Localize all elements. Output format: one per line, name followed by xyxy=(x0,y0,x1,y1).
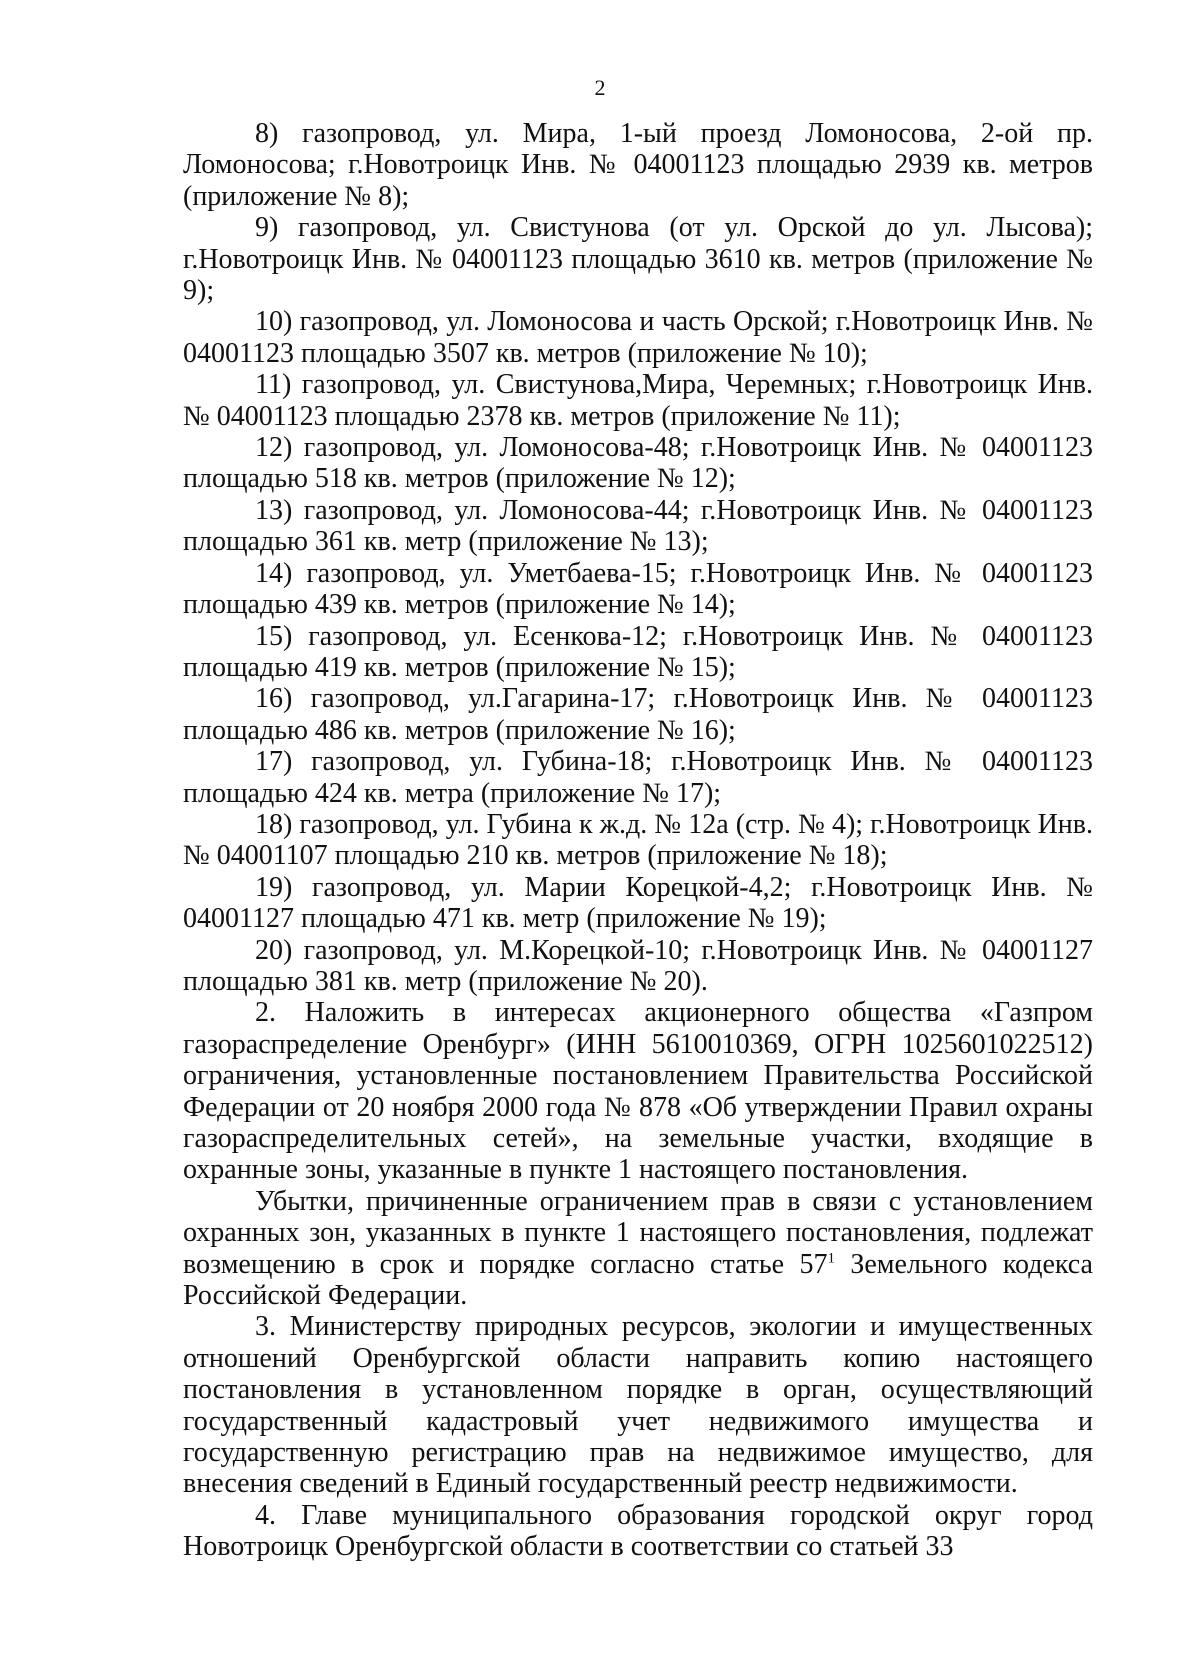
item-paragraph: 8) газопровод, ул. Мира, 1-ый проезд Ломоносова, 2-ой пр. Ломоносова; г.Новотроицк Инв. № 04001123 площадью 2939 кв. метров (приложение № 8); xyxy=(183,118,1093,212)
item-paragraph: 14) газопровод, ул. Уметбаева-15; г.Новотроицк Инв. № 04001123 площадью 439 кв. метров (приложение № 14); xyxy=(183,557,1093,621)
item-paragraph: 16) газопровод, ул.Гагарина-17; г.Новотроицк Инв. № 04001123 площадью 486 кв. метров (приложение № 16); xyxy=(183,683,1093,746)
damages-paragraph xyxy=(183,1186,1093,1312)
item-paragraph: 17) газопровод, ул. Губина-18; г.Новотроицк Инв. № 04001123 площадью 424 кв. метра (приложение № 17); xyxy=(183,746,1093,809)
item-paragraph: 11) газопровод, ул. Свистунова,Мира, Черемных; г.Новотроицк Инв. № 04001123 площадью 2378 кв. метров (приложение № 11); xyxy=(183,369,1093,432)
article-superscript: 1 xyxy=(827,1250,835,1267)
clause-2-paragraph: 2. Наложить в интересах акционерного общества «Газпром газораспределение Оренбург» (ИНН 5610010369, ОГРН 1025601022512) ограничения, установленные постановлением Правительства Российской Федерации от 20 ноября 2000 года № 878 «Об утверждении Правил охраны газораспределительных сетей», на земельные участки, входящие в охранные зоны, указанные в пункте 1 настоящего постановления. xyxy=(183,997,1093,1186)
damages-text-end: Земельного кодекса Российской Федерации. xyxy=(183,1248,1093,1312)
item-paragraph: 19) газопровод, ул. Марии Корецкой-4,2; г.Новотроицк Инв. № 04001127 площадью 471 кв. метр (приложение № 19); xyxy=(183,871,1093,935)
item-paragraph: 10) газопровод, ул. Ломоносова и часть Орской; г.Новотроицк Инв. № 04001123 площадью 3507 кв. метров (приложение № 10); xyxy=(183,306,1093,369)
page-number: 2 xyxy=(594,75,606,100)
document-body xyxy=(183,118,1093,1563)
damages-text: Убытки, причиненные ограничением прав в связи с установлением охранных зон, указанных в пункте 1 настоящего постановления, подлежат возмещению в срок и порядке согласно статье 57 xyxy=(183,1185,1093,1280)
item-paragraph: 18) газопровод, ул. Губина к ж.д. № 12а (стр. № 4); г.Новотроицк Инв. № 04001107 площадью 210 кв. метров (приложение № 18); xyxy=(183,808,1093,872)
item-paragraph: 9) газопровод, ул. Свистунова (от ул. Орской до ул. Лысова); г.Новотроицк Инв. № 04001123 площадью 3610 кв. метров (приложение № 9); xyxy=(183,212,1093,307)
item-paragraph: 13) газопровод, ул. Ломоносова-44; г.Новотроицк Инв. № 04001123 площадью 361 кв. метр (приложение № 13); xyxy=(183,494,1093,558)
item-paragraph: 20) газопровод, ул. М.Корецкой-10; г.Новотроицк Инв. № 04001127 площадью 381 кв. метр (приложение № 20). xyxy=(183,934,1093,997)
item-paragraph: 12) газопровод, ул. Ломоносова-48; г.Новотроицк Инв. № 04001123 площадью 518 кв. метров (приложение № 12); xyxy=(183,432,1093,495)
clause-4-paragraph: 4. Главе муниципального образования городской округ город Новотроицк Оренбургской области в соответствии со статьей 33 xyxy=(183,1499,1093,1563)
item-paragraph: 15) газопровод, ул. Есенкова-12; г.Новотроицк Инв. № 04001123 площадью 419 кв. метров (приложение № 15); xyxy=(183,620,1093,683)
clause-3-paragraph: 3. Министерству природных ресурсов, экологии и имущественных отношений Оренбургской области направить копию настоящего постановления в установленном порядке в орган, осуществляющий государственный кадастровый учет недвижимого имущества и государственную регистрацию прав на недвижимое имущество, для внесения сведений в Единый государственный реестр недвижимости. xyxy=(183,1311,1093,1500)
